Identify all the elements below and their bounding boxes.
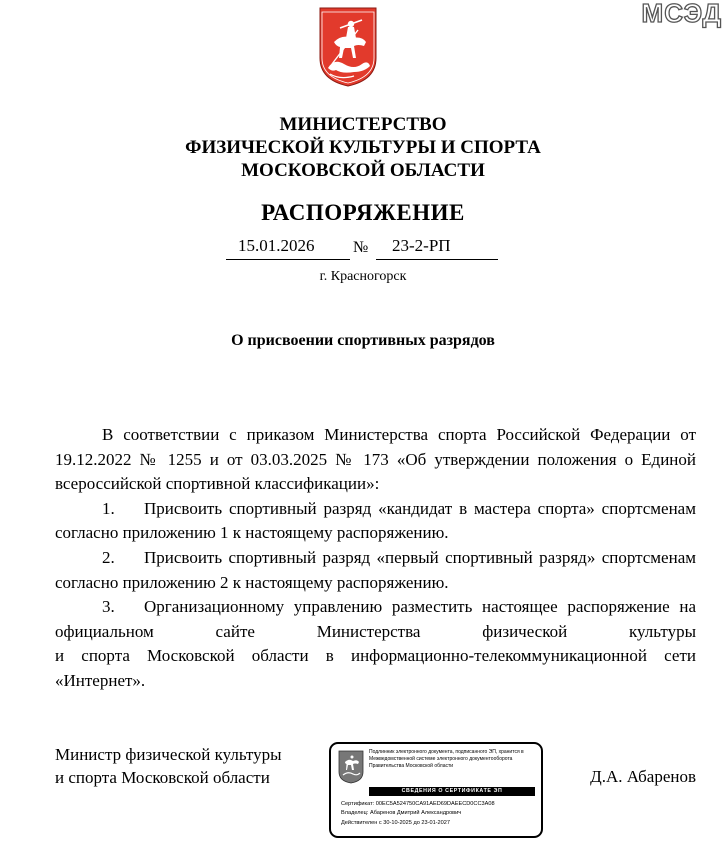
list-item-number: 3.	[102, 597, 115, 617]
signer-title-line-2: и спорта Московской области	[55, 768, 270, 787]
number-sign: №	[353, 239, 369, 256]
list-item	[55, 595, 696, 644]
certificate-validity: Действителен с 30-10-2025 до 23-01-2027	[341, 819, 450, 826]
document-number: 23-2-РП	[392, 236, 451, 255]
registration-line	[226, 236, 498, 262]
ministry-line-2: ФИЗИЧЕСКОЙ КУЛЬТУРЫ И СПОРТА	[185, 137, 541, 158]
list-item	[55, 497, 696, 546]
certificate-details	[341, 800, 541, 828]
document-subject: О присвоении спортивных разрядов	[231, 332, 495, 349]
certificate-owner: Владелец: Абаренов Дмитрий Александрович	[341, 810, 462, 817]
list-item-continuation: и спорта Московской области в информационно-телекоммуникационной сети «Интернет».	[55, 646, 696, 690]
document-date: 15.01.2026	[238, 236, 315, 255]
ministry-line-3: МОСКОВСКОЙ ОБЛАСТИ	[241, 160, 485, 181]
signer-name: Д.А. Абаренов	[590, 767, 696, 786]
list-item-number: 1.	[102, 498, 115, 518]
list-item-text: Организационному управлению разместить настоящее распоряжение на официальном сайте Министерства физической культуры	[55, 597, 696, 641]
coat-of-arms-icon	[318, 6, 378, 88]
date-underline	[226, 259, 350, 260]
certificate-header: СВЕДЕНИЯ О СЕРТИФИКАТЕ ЭП	[369, 787, 535, 796]
list-item-number: 2.	[102, 547, 115, 567]
certificate-id: Сертификат: 00EC5A524750CA91AED69DAEECD0CC3A08	[341, 801, 495, 807]
emblem-icon	[338, 750, 364, 784]
document-body	[55, 423, 696, 694]
ministry-line-1: МИНИСТЕРСТВО	[279, 114, 447, 135]
registry-stamp-label: МСЭД	[641, 0, 722, 28]
electronic-signature-stamp	[329, 742, 543, 838]
ministry-name	[0, 113, 726, 182]
document-city: г. Красногорск	[319, 269, 407, 284]
preamble-paragraph: В соответствии с приказом Министерства спорта Российской Федерации от 19.12.2022 № 1255 и от 03.03.2025 № 173 «Об утверждении положения о Единой всероссийской спортивной классификации»:	[55, 425, 696, 494]
signature-note: Подлинник электронного документа, подписанного ЭП, хранится в Межведомственной системе электронного документооборота Правительства Московской области	[369, 749, 524, 769]
list-item	[55, 546, 696, 595]
signer-title	[55, 743, 282, 789]
list-item-text: Присвоить спортивный разряд «кандидат в мастера спорта» спортсменам согласно приложению 1 к настоящему распоряжению.	[55, 498, 696, 543]
signer-title-line-1: Министр физической культуры	[55, 745, 282, 764]
document-type: РАСПОРЯЖЕНИЕ	[261, 200, 465, 225]
list-item-text: Присвоить спортивный разряд «первый спортивный разряд» спортсменам согласно приложению 2 к настоящему распоряжению.	[55, 547, 696, 592]
number-underline	[376, 259, 498, 260]
